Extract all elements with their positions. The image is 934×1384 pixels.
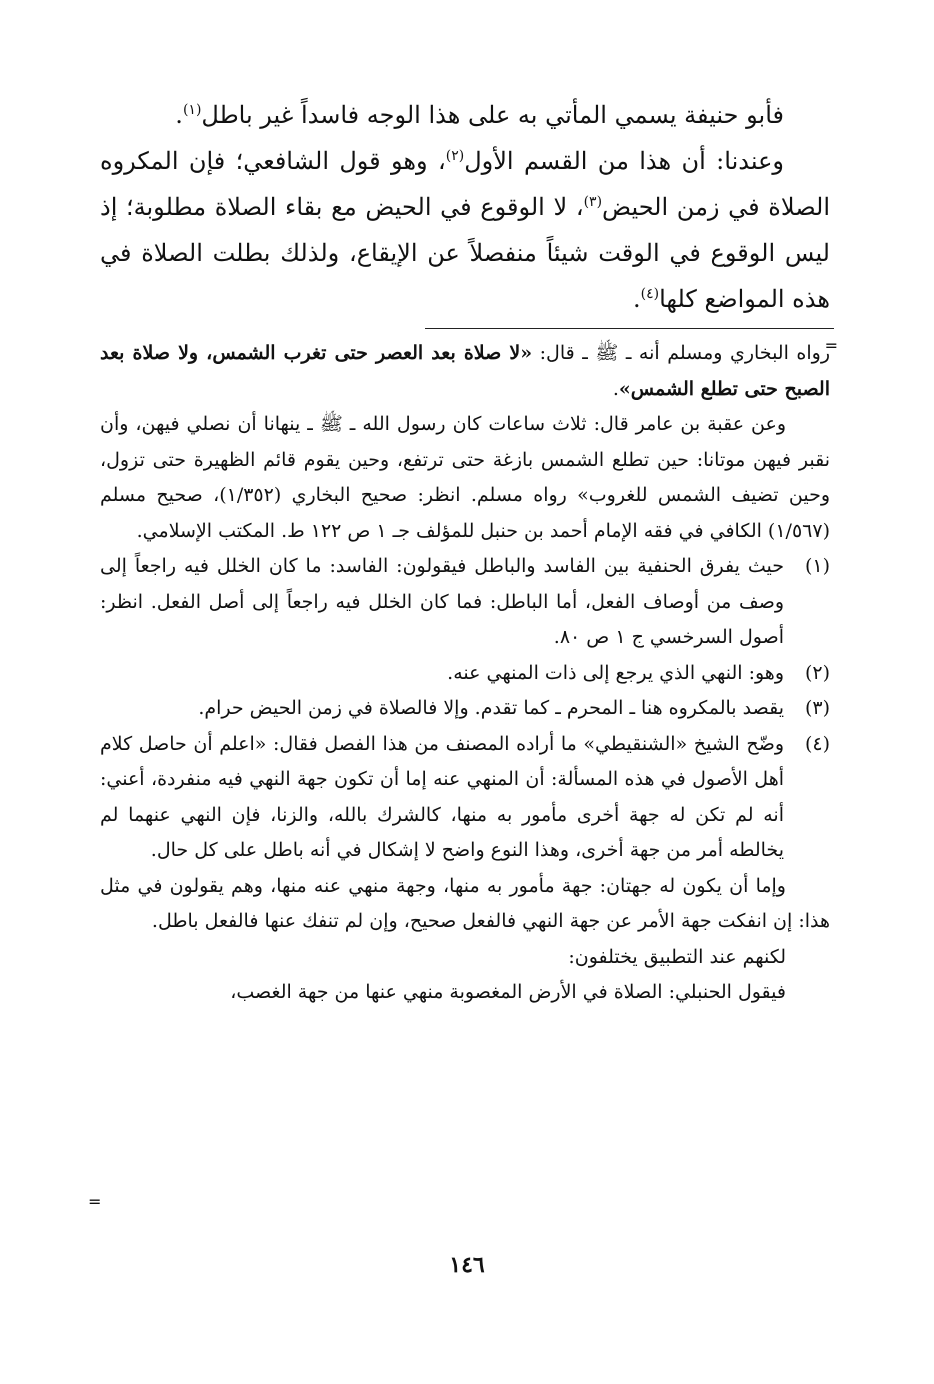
main-paragraph-2: وعندنا: أن هذا من القسم الأول$^{(٢)}$، وهو قول الشافعي؛ فإن المكروه الصلاة في زمن الحيض$^{(٣)}$، لا الوقوع في الحيض مع بقاء الصلاة مطلوبة؛ إذ ليس الوقوع في الوقت شيئاً منفصلاً عن الإيقاع، ولذلك بطلت الصلاة في هذه المواضع كلها$^{(٤)}$. bbox=[100, 147, 830, 313]
footnote-4-paragraph-3: لكنهم عند التطبيق يختلفون: bbox=[568, 945, 786, 968]
footnote-ref-3: (٣) bbox=[583, 194, 603, 210]
footnote-4-paragraph-4: فيقول الحنبلي: الصلاة في الأرض المغصوبة منهي عنها من جهة الغصب، bbox=[230, 981, 786, 1003]
continuation-mark-bottom: = bbox=[88, 1192, 102, 1211]
continuation-mark-top: = bbox=[824, 336, 838, 355]
footnote-number: (٤) bbox=[804, 732, 830, 755]
footnote-3 bbox=[100, 691, 830, 727]
footnote-text: حيث يفرق الحنفية بين الفاسد والباطل فيقولون: الفاسد: ما كان الخلل فيه راجعاً إلى وصف من أوصاف الفعل، أما الباطل: فما كان الخلل فيه راجعاً إلى أصل الفعل. انظر: أصول السرخسي ج ١ ص ٨٠. bbox=[100, 555, 784, 648]
main-paragraph-1: فأبو حنيفة يسمي المأتي به على هذا الوجه فاسداً غير باطل$^{(١)}$. bbox=[175, 101, 784, 129]
footnote-text: وهو: النهي الذي يرجع إلى ذات المنهي عنه. bbox=[447, 661, 784, 684]
footnotes bbox=[100, 336, 830, 1011]
footnote-4 bbox=[100, 727, 830, 869]
footnote-text: وضّح الشيخ «الشنقيطي» ما أراده المصنف من هذا الفصل فقال: «اعلم أن حاصل كلام أهل الأصول في هذه المسألة: أن المنهي عنه إما أن تكون جهة النهي فيه منفردة، أعني: أنه لم تكن له جهة أخرى مأمور به منها، كالشرك بالله، والزنا، فإن النهي عنهما لم يخالطه أمر من جهة أخرى، وهذا النوع واضح لا إشكال في أنه باطل على كل حال. bbox=[100, 732, 784, 861]
footnote-number: (١) bbox=[804, 555, 830, 577]
footnote-2 bbox=[100, 656, 830, 692]
main-text bbox=[100, 92, 830, 322]
footnote-number: (٢) bbox=[804, 661, 830, 684]
footnote-separator bbox=[425, 328, 834, 329]
footnote-ref-1: (١) bbox=[182, 102, 202, 118]
footnote-continuation-2: وعن عقبة بن عامر قال: ثلاث ساعات كان رسول الله ـ ﷺ ـ ينهانا أن نصلي فيهن، وأن نقبر فيهن موتانا: حين تطلع الشمس بازغة حتى ترتفع، وحين يقوم قائم الظهيرة حتى تزول، وحين تضيف الشمس للغروب» رواه مسلم. انظر: صحيح البخاري (١/٣٥٢)، صحيح مسلم (١/٥٦٧) الكافي في فقه الإمام أحمد بن حنبل للمؤلف جـ ١ ص ١٢٢ ط. المكتب الإسلامي. bbox=[100, 413, 830, 542]
footnote-continuation-1: رواه البخاري ومسلم أنه ـ ﷺ ـ قال: «لا صلاة بعد العصر حتى تغرب الشمس، ولا صلاة بعد الصبح حتى تطلع الشمس». bbox=[100, 342, 830, 400]
footnote-text: يقصد بالمكروه هنا ـ المحرم ـ كما تقدم. وإلا فالصلاة في زمن الحيض حرام. bbox=[198, 697, 784, 719]
footnote-number: (٣) bbox=[804, 697, 830, 719]
footnote-4-paragraph-2: وإما أن يكون له جهتان: جهة مأمور به منها، وجهة منهي عنه منها، وهم يقولون في مثل هذا: إن انفكت جهة الأمر عن جهة النهي فالفعل صحيح، وإن لم تنفك عنها فالفعل باطل. bbox=[100, 874, 830, 932]
hadith-quote: «لا صلاة بعد العصر حتى تغرب الشمس، ولا صلاة بعد الصبح حتى تطلع الشمس» bbox=[100, 342, 830, 400]
footnote-ref-2: (٢) bbox=[445, 148, 465, 164]
footnote-ref-4: (٤) bbox=[640, 286, 660, 302]
footnote-1 bbox=[100, 549, 830, 656]
page-number: ١٤٦ bbox=[449, 1252, 485, 1278]
